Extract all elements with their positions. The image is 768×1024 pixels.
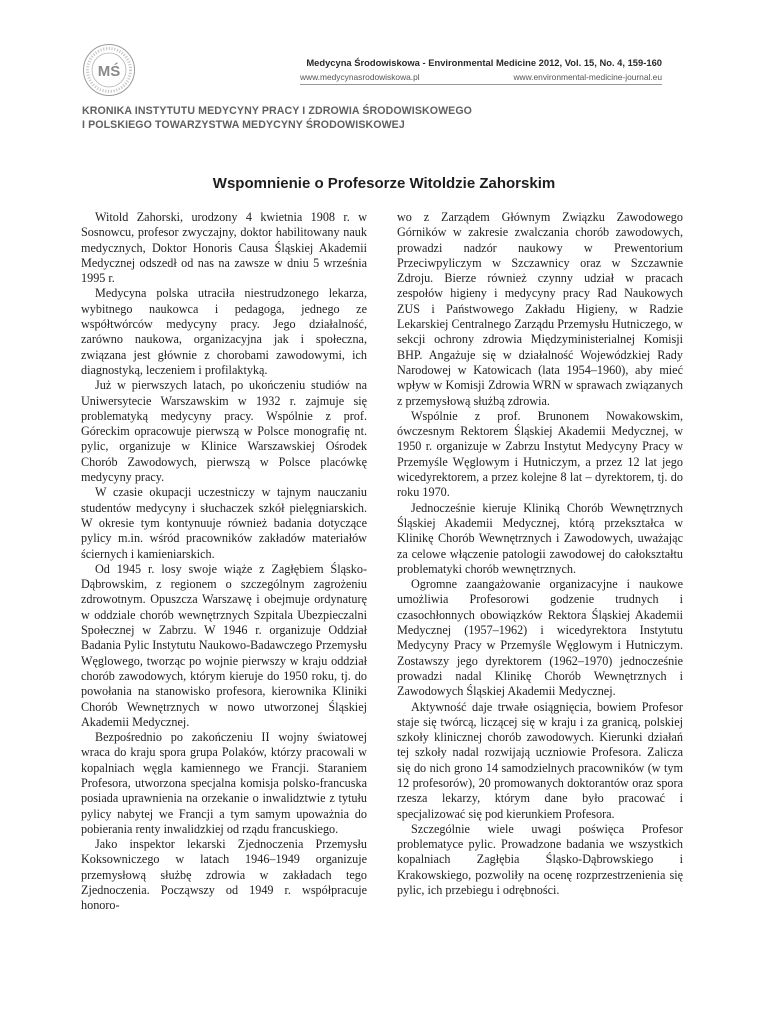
paragraph: W czasie okupacji uczestniczy w tajnym nauczaniu studentów medycyny i słuchaczek szkół pielęgniarskich. W okresie tym kontynuuje również badania dotyczące pylicy m.in. wśród pracowników zakładów materiałów ściernych i kamieniarskich. (81, 485, 367, 561)
logo-text: MŚ (97, 63, 121, 80)
paragraph: Wspólnie z prof. Brunonem Nowakowskim, ówczesnym Rektorem Śląskiej Akademii Medycznej, w 1950 r. organizuje w Zabrzu Instytut Medycyny Pracy w Przemyśle Węglowym i Hutniczym, a przez 12 lat jego wicedyrektorem, a przez kolejne 8 lat – dyrektorem, tj. do roku 1970. (397, 408, 683, 500)
article-title: Wspomnienie o Profesorze Witoldzie Zahorskim (212, 175, 556, 192)
paragraph: Medycyna polska utraciła niestrudzonego lekarza, wybitnego naukowca i pedagoga, jednego ze współtwórców medycyny pracy. Jego działalność, zarówno naukowa, organizacyjna jak i społeczna, związana jest głównie z chorobami zawodowymi, ich diagnostyką, leczeniem i profilaktyką. (81, 286, 367, 377)
paragraph: Jednocześnie kieruje Kliniką Chorób Wewnętrznych Śląskiej Akademii Medycznej, którą przekształca w Klinikę Chorób Wewnętrznych i Zawodowych, uważając za celowe włączenie patologii zawodowej do całokształtu problematyki chorób wewnętrznych. (397, 500, 683, 576)
journal-url-english[interactable]: www.environmental-medicine-journal.eu (513, 72, 662, 82)
section-label (82, 104, 472, 132)
paragraph: Ogromne zaangażowanie organizacyjne i naukowe umożliwia Profesorowi godzenie trudnych i czasochłonnych obowiązków Rektora Śląskiej Akademii Medycznej (1957–1962) i wicedyrektora Instytutu Medycyny Pracy w Przemyśle Węglowym i Hutniczym. Zostawszy jego dyrektorem (1962–1970) jednocześnie prowadzi nadal Klinikę Chorób Wewnętrznych i Zawodowych Śląskiej Akademii Medycznej. (397, 577, 683, 699)
article-column-right (397, 210, 683, 898)
paragraph: Jako inspektor lekarski Zjednoczenia Przemysłu Koksowniczego w latach 1946–1949 organizuje przemysłową służbę zdrowia w zakładach tego Zjednoczenia. Począwszy od 1949 r. współpracuje honoro- (81, 837, 367, 913)
paragraph-continuation: wo z Zarządem Głównym Związku Zawodowego Górników w zakresie zwalczania chorób zawodowych, prowadzi nadzór naukowy w Prewentorium Przeciwpyliczym w Szczawnicy oraz w Szczawnie Zdroju. Bierze również czynny udział w pracach zespołów higieny i medycyny pracy Rad Naukowych ZUS i Państwowego Zakładu Higieny, w Radzie Lekarskiej Centralnego Zarządu Przemysłu Hutniczego, w sekcji ochrony zdrowia Międzyministerialnej Komisji BHP. Angażuje się w działalność Wojewódzkiej Rady Narodowej w Katowicach (lata 1954–1960), aby mieć wpływ w Komisji Zdrowia WRN w sprawach związanych z przemysłową służbą zdrowia. (397, 210, 683, 408)
section-label-line-2: I POLSKIEGO TOWARZYSTWA MEDYCYNY ŚRODOWISKOWEJ (82, 119, 405, 131)
header-divider (300, 84, 662, 85)
paragraph: Od 1945 r. losy swoje wiąże z Zagłębiem Śląsko-Dąbrowskim, z regionem o szczególnym zagrożeniu zdrowotnym. Opuszcza Warszawę i obejmuje ordynaturę w oddziale chorób wewnętrznych Szpitala Ubezpieczalni Społecznej w Zabrzu. W 1946 r. organizuje Oddział Badania Pylic Instytutu Naukowo-Badawczego Przemysłu Węglowego, tworząc po wojnie pierwszy w kraju oddział chorób zawodowych, którym kieruje do 1950 roku, tj. do powołania na stanowisko profesora, kierownika Kliniki Chorób Wewnętrznych w nowo utworzonej Śląskiej Akademii Medycznej. (81, 561, 367, 729)
journal-logo (82, 43, 136, 97)
paragraph: Aktywność daje trwałe osiągnięcia, bowiem Profesor staje się twórcą, liczącej się w kraju i za granicą, polskiej szkoły klinicznej chorób zawodowych. Kierunki działań tej szkoły nadal rozwijają uczniowie Profesora. Zalicza się do nich grono 14 samodzielnych pracowników (w tym 12 profesorów), 20 promowanych doktorantów oraz spora rzesza lekarzy, którym dane było pracować i specjalizować się pod kierunkiem Profesora. (397, 699, 683, 821)
paragraph: Witold Zahorski, urodzony 4 kwietnia 1908 r. w Sosnowcu, profesor zwyczajny, doktor habilitowany nauk medycznych, Doktor Honoris Causa Śląskiej Akademii Medycznej odszedł od nas na zawsze w dniu 5 września 1995 r. (81, 210, 367, 286)
paragraph: Już w pierwszych latach, po ukończeniu studiów na Uniwersytecie Warszawskim w 1932 r. zajmuje się problematyką medycyny pracy. Wspólnie z prof. Góreckim opracowuje pierwszą w Polsce monografię nt. pylic, organizuje w Klinice Warszawskiej Ośrodek Chorób Zawodowych, pierwszą w Polsce placówkę medycyny pracy. (81, 378, 367, 485)
paragraph: Szczególnie wiele uwagi poświęca Profesor problematyce pylic. Prowadzone badania we wszystkich kopalniach Zagłębia Śląsko-Dąbrowskiego i Krakowskiego, pozwoliły na ocenę rozprzestrzenienia się pylic, ich przebiegu i odrębności. (397, 821, 683, 898)
journal-citation: Medycyna Środowiskowa - Environmental Medicine 2012, Vol. 15, No. 4, 159-160 (306, 57, 662, 68)
journal-seal-icon (82, 43, 136, 97)
journal-urls (300, 72, 662, 82)
journal-url-polish[interactable]: www.medycynasrodowiskowa.pl (300, 72, 420, 82)
article-column-left (81, 210, 367, 914)
paragraph: Bezpośrednio po zakończeniu II wojny światowej wraca do kraju spora grupa Polaków, którzy pracowali w kopalniach węgla kamiennego we Francji. Staraniem Profesora, utworzona specjalna komisja polsko-francuska posiada uprawnienia na orzekanie o inwalidztwie z tytułu pylicy nabytej we Francji a tym samym upoważnia do pobierania renty inwalidzkiej od rządu francuskiego. (81, 730, 367, 836)
section-label-line-1: KRONIKA INSTYTUTU MEDYCYNY PRACY I ZDROWIA ŚRODOWISKOWEGO (82, 105, 473, 117)
